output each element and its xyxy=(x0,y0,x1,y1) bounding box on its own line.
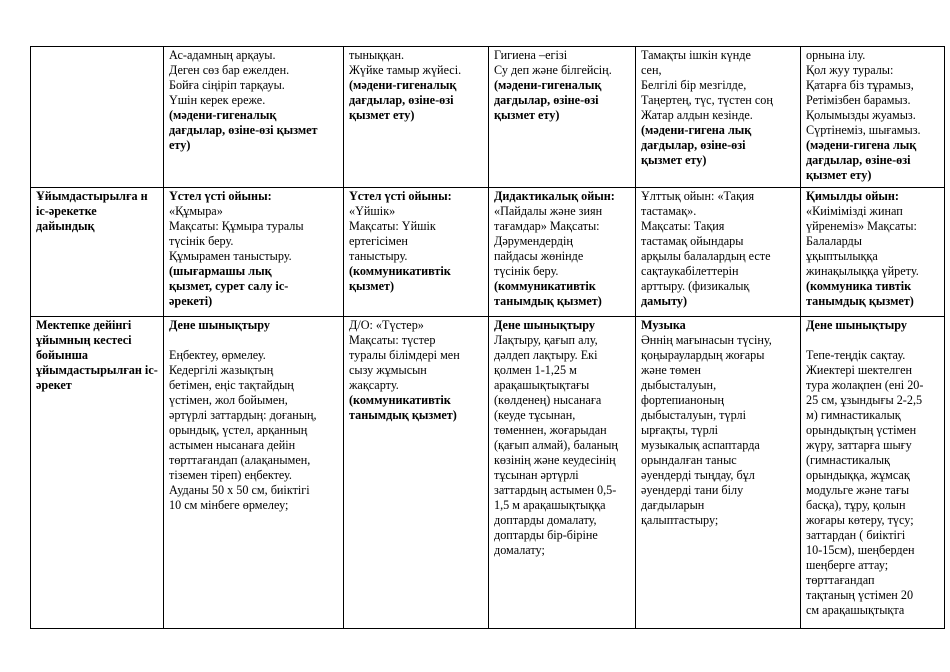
cell-line: орындыққа, жұмсақ xyxy=(806,468,910,482)
cell-line: «Пайдалы және зиян xyxy=(494,204,603,218)
plan-cell xyxy=(801,47,945,188)
cell-line: «Киімімізді жинап xyxy=(806,204,903,218)
cell-line: таныстыру. xyxy=(349,249,408,263)
cell-line: жоғары көтеру, түсу; xyxy=(806,513,914,527)
cell-line: астымен нысанаға дейін xyxy=(169,438,296,452)
plan-cell xyxy=(489,188,636,317)
cell-line: ұқыптылыққа xyxy=(806,249,878,263)
cell-line: Бойға сіңіріп тарқауы. xyxy=(169,78,285,92)
cell-line: пайдасы жөнінде xyxy=(494,249,584,263)
plan-cell xyxy=(344,47,489,188)
cell-line: «Үйшік» xyxy=(349,204,396,218)
cell-line: Әннің мағынасын түсіну, xyxy=(641,333,772,347)
cell-line: Дәрумендердің xyxy=(494,234,573,248)
cell-line: танымдық қызмет) xyxy=(494,294,602,308)
cell-line: (мәдени-гигеналық xyxy=(169,108,277,122)
cell-line: төрттағандап (алақанымен, xyxy=(169,453,311,467)
cell-line: Дене шынықтыру xyxy=(169,318,270,332)
cell-line: Ауданы 50 х 50 см, биіктігі xyxy=(169,483,310,497)
cell-line: шеңберге аттау; xyxy=(806,558,889,572)
plan-cell xyxy=(801,317,945,629)
cell-line: Белгілі бір мезгілде, xyxy=(641,78,747,92)
cell-line: қызмет) xyxy=(349,279,395,293)
cell-line: (көлденең) нысанаға xyxy=(494,393,602,407)
cell-line: домалату; xyxy=(494,543,545,557)
cell-line: Дидактикалық ойын: xyxy=(494,189,615,203)
cell-line: Құмырамен таныстыру. xyxy=(169,249,292,263)
cell-line: фортепианоның xyxy=(641,393,724,407)
cell-line: Жүйке тамыр жүйесі. xyxy=(349,63,462,77)
cell-line: (мәдени-гигеналық xyxy=(494,78,602,92)
plan-cell xyxy=(489,317,636,629)
cell-line: Музыка xyxy=(641,318,686,332)
cell-line: м) гимнастикалық xyxy=(806,408,901,422)
cell-line: қызмет ету) xyxy=(349,108,415,122)
cell-line: жинақылыққа үйрету. xyxy=(806,264,919,278)
cell-line: танымдық қызмет) xyxy=(349,408,457,422)
cell-line: Мақсаты: Құмыра туралы xyxy=(169,219,304,233)
cell-line: Тамақты ішкін күнде xyxy=(641,48,751,62)
cell-line: Қолымызды жуамыз. xyxy=(806,108,916,122)
cell-line: тастамақ ойындары xyxy=(641,234,744,248)
cell-line: Кедергілі жазықтың xyxy=(169,363,274,377)
cell-line: музыкалық аспаптарда xyxy=(641,438,760,452)
cell-line: (кеуде тұсынан, xyxy=(494,408,576,422)
table-row xyxy=(31,317,945,629)
cell-line: орындалған таныс xyxy=(641,453,737,467)
cell-line: үйренеміз» Мақсаты: xyxy=(806,219,917,233)
cell-line: Еңбектеу, өрмелеу. xyxy=(169,348,266,362)
cell-line: қызмет ету) xyxy=(806,168,872,182)
cell-line xyxy=(169,333,338,348)
cell-line: әртүрлі заттардың: доғаның, xyxy=(169,408,317,422)
plan-cell xyxy=(636,317,801,629)
cell-line: дамыту) xyxy=(641,294,688,308)
cell-line: арақашықтықтағы xyxy=(494,378,590,392)
cell-line: дағдылар, өзіне-өзі xyxy=(349,93,454,107)
cell-line: үстімен, жол бойымен, xyxy=(169,393,288,407)
cell-line: қоңыраулардың жоғары xyxy=(641,348,765,362)
cell-line: 1,5 м арақашықтыққа xyxy=(494,498,606,512)
cell-line: және төмен xyxy=(641,363,701,377)
cell-line: тұсынан әртүрлі xyxy=(494,468,579,482)
cell-line: Жатар алдын кезінде. xyxy=(641,108,753,122)
plan-cell xyxy=(801,188,945,317)
plan-cell xyxy=(344,317,489,629)
cell-line: арқылы балалардың есте xyxy=(641,249,771,263)
cell-line: доптарды бір-біріне xyxy=(494,528,598,542)
cell-line: Таңертең, түс, түстен соң xyxy=(641,93,773,107)
cell-line: (коммуникативтік xyxy=(349,393,451,407)
cell-line: модульге және тағы xyxy=(806,483,910,497)
cell-line: 10 см мінбеге өрмелеу; xyxy=(169,498,289,512)
cell-line: дағдылар, өзіне-өзі xyxy=(494,93,599,107)
cell-line: орнына ілу. xyxy=(806,48,866,62)
plan-cell xyxy=(164,317,344,629)
cell-line: (мәдени-гигеналық xyxy=(349,78,457,92)
cell-line: (мәдени-гигена лық xyxy=(641,123,752,137)
cell-line: дағдылар, өзіне-өзі xyxy=(806,153,911,167)
cell-line: Үстел үсті ойыны: xyxy=(169,189,272,203)
cell-line: (гимнастикалық xyxy=(806,453,890,467)
cell-line: тура жолақпен (ені 20- xyxy=(806,378,924,392)
cell-line: Үстел үсті ойыны: xyxy=(349,189,452,203)
cell-line: тастамақ». xyxy=(641,204,697,218)
cell-line: (шығармашы лық xyxy=(169,264,272,278)
cell-line: түсінік беру. xyxy=(169,234,234,248)
cell-line: Сүртінеміз, шығамыз. xyxy=(806,123,921,137)
cell-line: қызмет ету) xyxy=(641,153,707,167)
cell-line: туралы білімдері мен xyxy=(349,348,460,362)
cell-line: заттардың астымен 0,5- xyxy=(494,483,617,497)
cell-line: түсінік беру. xyxy=(494,264,559,278)
row-header: Ұйымдастырылға н іс-әрекетке дайындық xyxy=(31,188,164,317)
cell-line: Балаларды xyxy=(806,234,862,248)
cell-line: ету) xyxy=(169,138,191,152)
plan-cell xyxy=(344,188,489,317)
cell-line: заттардан ( биіктігі xyxy=(806,528,906,542)
cell-line: қалыптастыру; xyxy=(641,513,719,527)
cell-line: сызу жұмысын xyxy=(349,363,427,377)
cell-line: әуендерді тыңдау, бұл xyxy=(641,468,755,482)
cell-line: Ұлттық ойын: «Тақия xyxy=(641,189,755,203)
cell-line: төрттағандап xyxy=(806,573,875,587)
cell-line: басқа), тұру, қолын xyxy=(806,498,906,512)
cell-line: 10-15см), шеңберден xyxy=(806,543,915,557)
cell-line: (қағып алмай), баланың xyxy=(494,438,618,452)
cell-line: (коммуника тивтік xyxy=(806,279,912,293)
cell-line: тақтаның үстімен 20 xyxy=(806,588,914,602)
cell-line: әуендерді тани білу xyxy=(641,483,744,497)
cell-line: дағдылар, өзіне-өзі қызмет xyxy=(169,123,318,137)
cell-line: қызмет ету) xyxy=(494,108,560,122)
cell-line: дағдыларын xyxy=(641,498,705,512)
cell-line: сақтаукабілеттерін xyxy=(641,264,739,278)
cell-line: (коммуникативтік xyxy=(494,279,596,293)
cell-line: дәлдеп лақтыру. Екі xyxy=(494,348,598,362)
cell-line: Дене шынықтыру xyxy=(806,318,907,332)
cell-line: арттыру. (физикалық xyxy=(641,279,750,293)
cell-line: Мақсаты: Үйшік xyxy=(349,219,436,233)
cell-line: «Құмыра» xyxy=(169,204,223,218)
cell-line: танымдық қызмет) xyxy=(806,294,914,308)
plan-cell xyxy=(164,47,344,188)
plan-cell xyxy=(489,47,636,188)
cell-line: Дене шынықтыру xyxy=(494,318,595,332)
plan-cell xyxy=(164,188,344,317)
cell-line: орындықтың үстімен xyxy=(806,423,917,437)
plan-cell xyxy=(636,188,801,317)
cell-line: см арақашықтықта xyxy=(806,603,905,617)
cell-line: 25 см, ұзындығы 2-2,5 xyxy=(806,393,923,407)
cell-line: қолмен 1-1,25 м xyxy=(494,363,577,377)
row-header xyxy=(31,47,164,188)
cell-line: дыбысталуын, xyxy=(641,378,717,392)
cell-line: орындық, үстел, арқанның xyxy=(169,423,308,437)
cell-line: (мәдени-гигена лық xyxy=(806,138,917,152)
cell-line: ырғақты, түрлі xyxy=(641,423,719,437)
table-row xyxy=(31,47,945,188)
cell-line: Қол жуу туралы: xyxy=(806,63,894,77)
cell-line: дағдылар, өзіне-өзі xyxy=(641,138,746,152)
cell-line: тыныққан. xyxy=(349,48,405,62)
cell-line: дыбысталуын, түрлі xyxy=(641,408,746,422)
table-row xyxy=(31,188,945,317)
cell-line: Үшін керек ереже. xyxy=(169,93,266,107)
cell-line: әрекеті) xyxy=(169,294,213,308)
cell-line: жүру, заттарға шығу xyxy=(806,438,912,452)
cell-line: Су деп және білгейсің. xyxy=(494,63,612,77)
cell-line: жақсарту. xyxy=(349,378,399,392)
cell-line: Деген сөз бар ежелден. xyxy=(169,63,290,77)
cell-line: Жиектері шектелген xyxy=(806,363,913,377)
cell-line: Тепе-теңдік сақтау. xyxy=(806,348,906,362)
cell-line: Ас-адамның арқауы. xyxy=(169,48,276,62)
cell-line: Ретімізбен барамыз. xyxy=(806,93,911,107)
cell-line: Лақтыру, қағып алу, xyxy=(494,333,598,347)
cell-line: доптарды домалату, xyxy=(494,513,597,527)
cell-line: сен, xyxy=(641,63,662,77)
plan-cell xyxy=(636,47,801,188)
cell-line xyxy=(806,333,939,348)
cell-line: бетімен, еңіс тақтайдың xyxy=(169,378,294,392)
activity-plan-table xyxy=(30,46,945,629)
cell-line: ертегісімен xyxy=(349,234,408,248)
cell-line: тіземен тіреп) еңбектеу. xyxy=(169,468,292,482)
cell-line: көзінің және кеудесінің xyxy=(494,453,616,467)
cell-line: Мақсаты: Тақия xyxy=(641,219,725,233)
cell-line: қызмет, сурет салу іс- xyxy=(169,279,289,293)
row-header: Мектепке дейінгі ұйымның кестесі бойынша ұйымдастырылған іс-әрекет xyxy=(31,317,164,629)
cell-line: тағамдар» Мақсаты: xyxy=(494,219,600,233)
cell-line: Қатарға біз тұрамыз, xyxy=(806,78,914,92)
cell-line: Мақсаты: түстер xyxy=(349,333,436,347)
cell-line: Д/О: «Түстер» xyxy=(349,318,424,332)
cell-line: төменнен, жоғарыдан xyxy=(494,423,607,437)
cell-line: Қимылды ойын: xyxy=(806,189,899,203)
cell-line: Гигиена –егізі xyxy=(494,48,568,62)
cell-line: (коммуникативтік xyxy=(349,264,451,278)
